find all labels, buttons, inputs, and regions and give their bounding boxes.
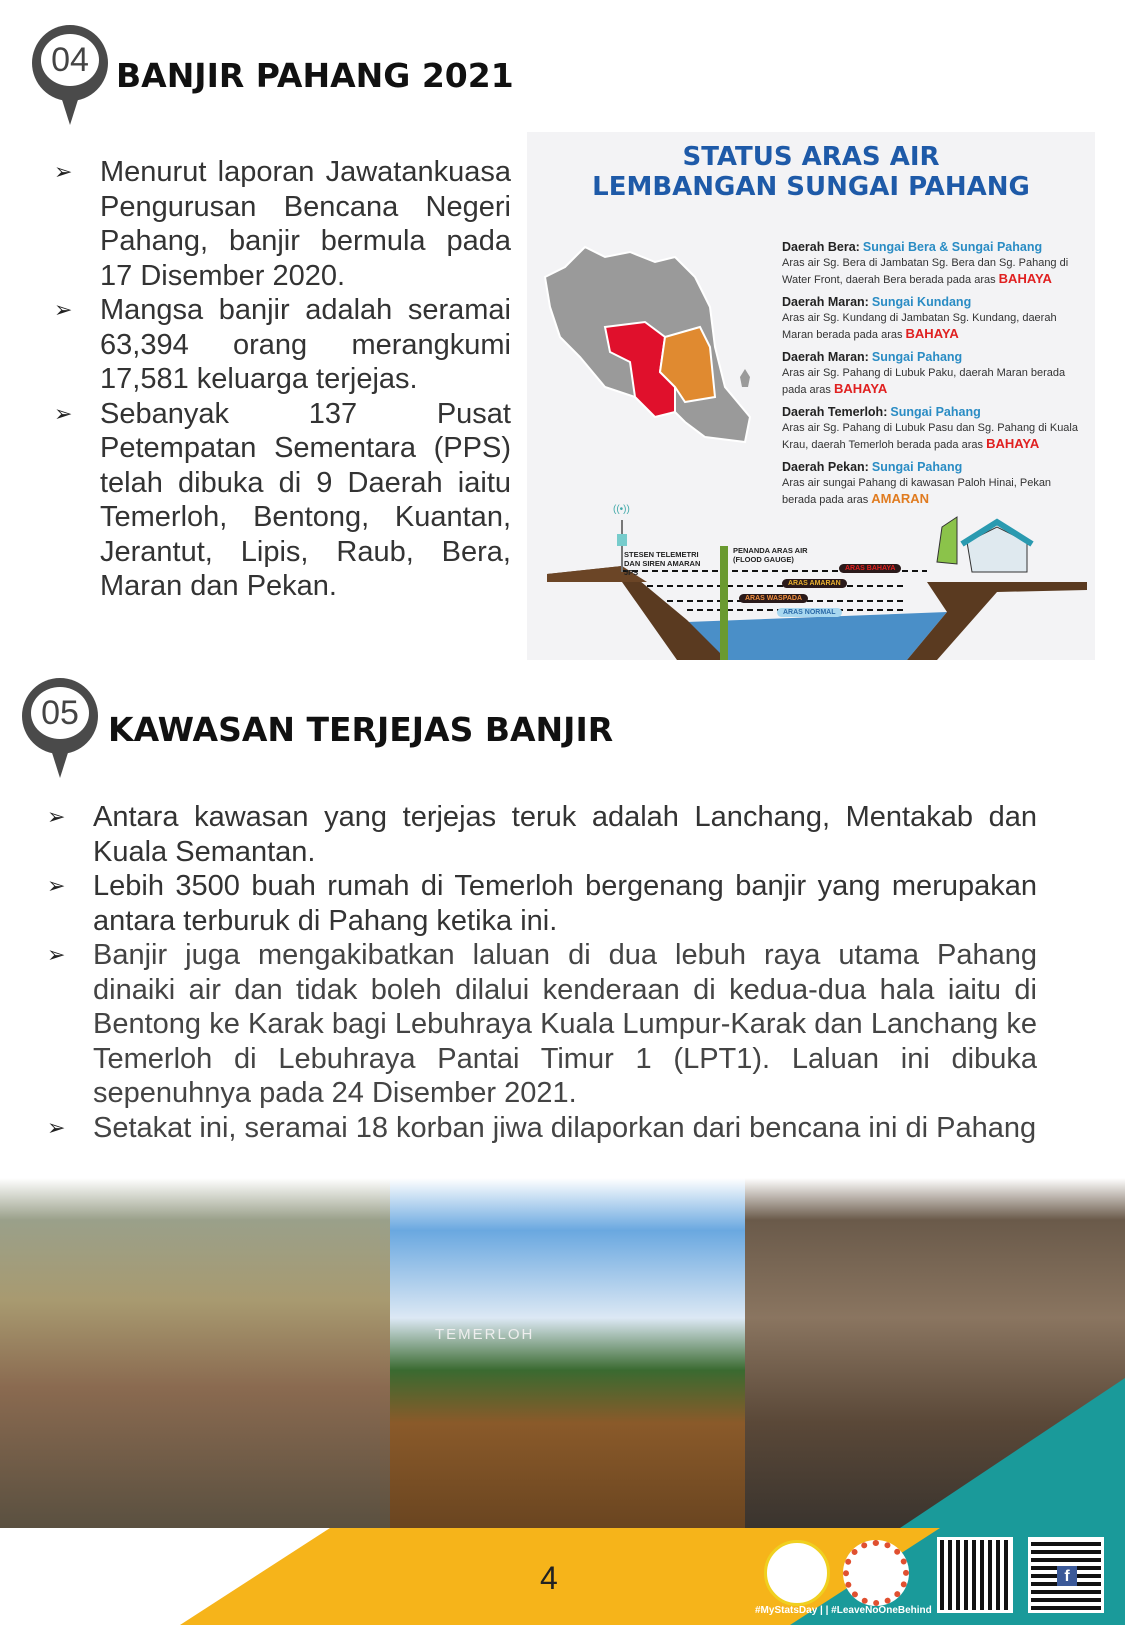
list-item: ➢ Lebih 3500 buah rumah di Temerloh bergenang banjir yang merupakan antara terburuk di Pahang ketika ini. bbox=[47, 870, 1037, 937]
status-entry: Daerah Pekan: Sungai Pahang Aras air sungai Pahang di kawasan Paloh Hinai, Pekan berada pada aras AMARAN bbox=[782, 460, 1052, 506]
bullet-text: Menurut laporan Jawatankuasa Pengurusan Bencana Negeri Pahang, banjir bermula pada 17 Disember 2020. bbox=[100, 156, 511, 292]
section-marker-05 bbox=[22, 678, 98, 778]
level-warning: ARAS AMARAN bbox=[782, 579, 847, 588]
river-status-list bbox=[782, 240, 1087, 515]
section-number: 04 bbox=[41, 34, 99, 86]
level-danger: ARAS BAHAYA bbox=[839, 564, 901, 573]
pahang-map bbox=[535, 237, 765, 467]
list-item: ➢ Mangsa banjir adalah seramai 63,394 orang merangkumi 17,581 keluarga terjejas. bbox=[54, 294, 511, 395]
facebook-icon: f bbox=[1057, 1566, 1077, 1586]
level-alert: ARAS WASPADA bbox=[739, 594, 808, 603]
section-title: KAWASAN TERJEJAS BANJIR bbox=[108, 710, 614, 749]
list-item: ➢ Antara kawasan yang terjejas teruk adalah Lanchang, Mentakab dan Kuala Semantan. bbox=[47, 801, 1037, 868]
list-item: ➢ Menurut laporan Jawatankuasa Pengurusan Bencana Negeri Pahang, banjir bermula pada 17 Disember 2020. bbox=[54, 156, 511, 292]
flood-gauge-label: PENANDA ARAS AIR (FLOOD GAUGE) bbox=[733, 546, 808, 564]
section-number: 05 bbox=[31, 687, 89, 739]
level-normal: ARAS NORMAL bbox=[777, 608, 842, 617]
status-entry: Daerah Bera: Sungai Bera & Sungai Pahang Aras air Sg. Bera di Jambatan Sg. Bera dan Sg. Pahang di Water Front, daerah Bera berada pada aras BAHAYA bbox=[782, 240, 1069, 286]
bullet-text: Setakat ini, seramai 18 korban jiwa dilaporkan dari bencana ini di Pahang bbox=[93, 1111, 1037, 1144]
status-entry: Daerah Temerloh: Sungai Pahang Aras air Sg. Pahang di Lubuk Pasu dan Sg. Pahang di Kuala Krau, daerah Temerloh berada pada aras BAHAYA bbox=[782, 405, 1078, 451]
flood-photos bbox=[0, 1178, 1125, 1528]
river-level-diagram bbox=[527, 502, 1095, 660]
status-entry: Daerah Maran: Sungai Pahang Aras air Sg. Pahang di Lubuk Paku, daerah Maran berada pada aras BAHAYA bbox=[782, 350, 1066, 396]
bullet-text: Lebih 3500 buah rumah di Temerloh bergenang banjir yang merupakan antara terburuk di Pahang ketika ini. bbox=[93, 870, 1037, 937]
telemetry-station-label: STESEN TELEMETRI DAN SIREN AMARAN JPS bbox=[624, 550, 701, 577]
svg-text:((•)): ((•)) bbox=[613, 504, 630, 515]
qr-code-facebook[interactable] bbox=[1028, 1537, 1104, 1613]
water-level-infographic bbox=[527, 132, 1095, 660]
list-item: ➢ Setakat ini, seramai 18 korban jiwa dilaporkan dari bencana ini di Pahang bbox=[47, 1111, 1037, 1144]
sdg-logo bbox=[843, 1540, 909, 1606]
section5-bullets bbox=[47, 800, 1037, 1145]
bullet-text: Mangsa banjir adalah seramai 63,394 orang merangkumi 17,581 keluarga terjejas. bbox=[100, 294, 511, 395]
page-number: 4 bbox=[540, 1560, 558, 1596]
section4-bullets bbox=[54, 155, 511, 604]
list-item: ➢ Banjir juga mengakibatkan laluan di dua lebuh raya utama Pahang dinaiki air dan tidak boleh dilalui kenderaan di kedua-dua hala iaitu di Bentong ke Karak bagi Lebuhraya Kuala Lumpur-Karak dan Lanchang ke Temerloh di Lebuhraya Pantai Timur 1 (LPT1). Laluan ini dibuka sepenuhnya pada 24 Disember 2021. bbox=[47, 939, 1037, 1109]
mystatsday-logo bbox=[764, 1540, 830, 1606]
temerloh-sign: TEMERLOH bbox=[435, 1326, 535, 1343]
bullet-text: Banjir juga mengakibatkan laluan di dua lebuh raya utama Pahang dinaiki air dan tidak boleh dilalui kenderaan di kedua-dua hala iaitu di Bentong ke Karak bagi Lebuhraya Kuala Lumpur-Karak dan Lanchang ke Temerloh di Lebuhraya Pantai Timur 1 (LPT1). Laluan ini dibuka sepenuhnya pada 24 Disember 2021. bbox=[93, 939, 1037, 1109]
bullet-text: Sebanyak 137 Pusat Petempatan Sementara (PPS) telah dibuka di 9 Daerah iaitu Temerloh, Bentong, Kuantan, Jerantut, Lipis, Raub, Bera, Maran dan Pekan. bbox=[100, 397, 511, 602]
hashtags: #MyStatsDay | | #LeaveNoOneBehind bbox=[755, 1605, 932, 1616]
bullet-text: Antara kawasan yang terjejas teruk adalah Lanchang, Mentakab dan Kuala Semantan. bbox=[93, 801, 1037, 868]
infographic-title: STATUS ARAS AIR LEMBANGAN SUNGAI PAHANG bbox=[592, 142, 1030, 202]
qr-code-website[interactable] bbox=[937, 1537, 1013, 1613]
list-item: ➢ Sebanyak 137 Pusat Petempatan Sementara (PPS) telah dibuka di 9 Daerah iaitu Temerloh, Bentong, Kuantan, Jerantut, Lipis, Raub, Bera, Maran dan Pekan. bbox=[54, 397, 511, 602]
section-title: BANJIR PAHANG 2021 bbox=[116, 56, 514, 95]
status-entry: Daerah Maran: Sungai Kundang Aras air Sg. Kundang di Jambatan Sg. Kundang, daerah Maran berada pada aras BAHAYA bbox=[782, 295, 1057, 341]
section-marker-04 bbox=[32, 25, 108, 125]
